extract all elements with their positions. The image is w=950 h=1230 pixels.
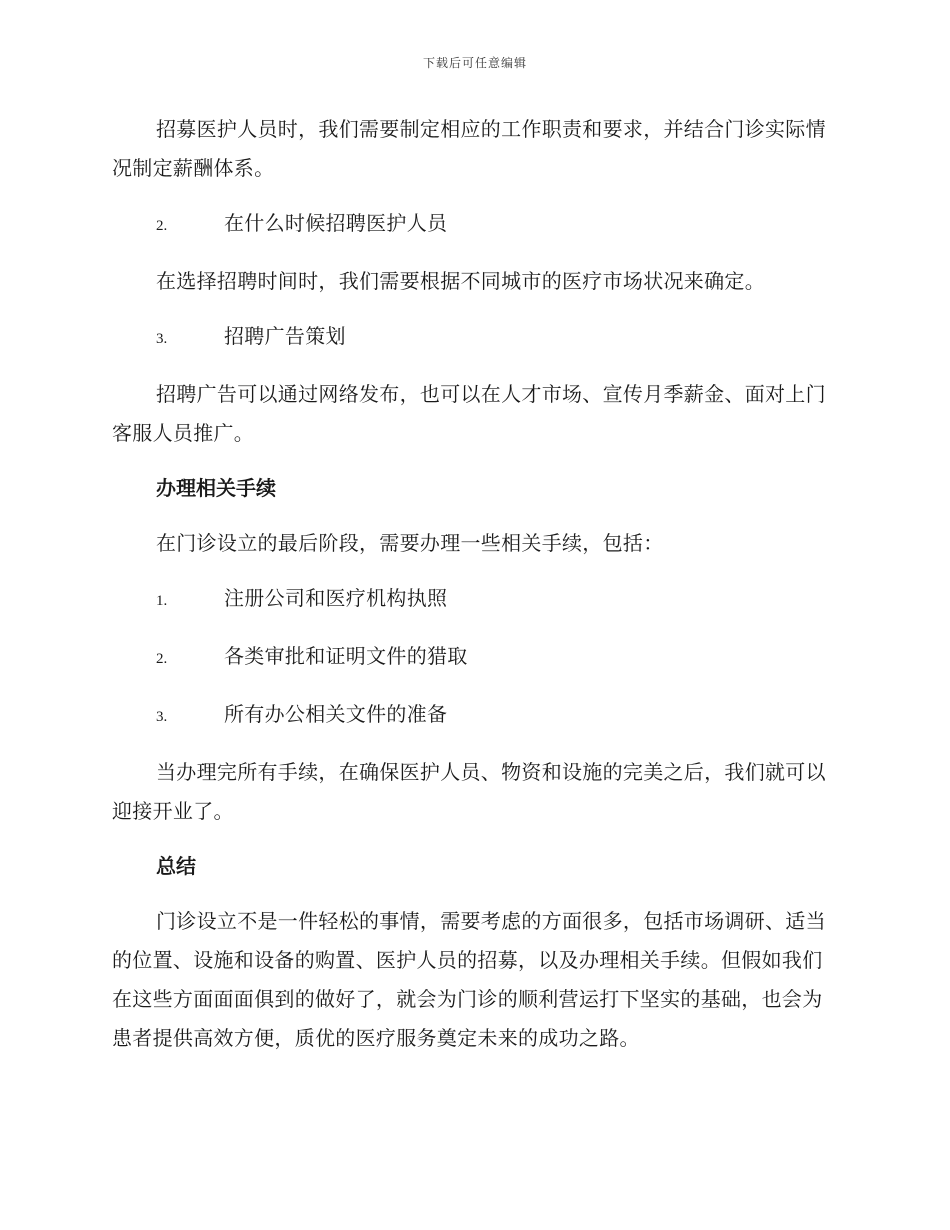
- list-number: 2.: [156, 651, 168, 667]
- list-number: 3.: [156, 709, 168, 725]
- procedure-item: [112, 579, 832, 621]
- list-text: 在什么时候招聘医护人员: [224, 211, 448, 235]
- paragraph-procedures-intro: 在门诊设立的最后阶段，需要办理一些相关手续，包括：: [156, 531, 664, 555]
- list-item-when: [112, 204, 832, 246]
- list-text: 各类审批和证明文件的猎取: [224, 644, 468, 668]
- procedure-item: [112, 637, 832, 679]
- paragraph-summary: 门诊设立不是一件轻松的事情，需要考虑的方面很多，包括市场调研、适当的位置、设施和设备的购置、医护人员的招募，以及办理相关手续。但假如我们在这些方面面面俱到的做好了，就会为门诊的顺利营运打下坚实的基础，也会为患者提供高效方便，质优的医疗服务奠定未来的成功之路。: [112, 909, 826, 1050]
- paragraph-when: 在选择招聘时间时，我们需要根据不同城市的医疗市场状况来确定。: [156, 269, 765, 293]
- page-header: 下载后可任意编辑: [422, 56, 527, 70]
- paragraph-procedures-done: 当办理完所有手续，在确保医护人员、物资和设施的完美之后，我们就可以迎接开业了。: [112, 760, 826, 823]
- list-text: 招聘广告策划: [224, 324, 346, 348]
- heading-procedures: 办理相关手续: [156, 476, 276, 500]
- list-item-ad: [112, 317, 832, 359]
- list-text: 注册公司和医疗机构执照: [224, 586, 448, 610]
- document-body: [112, 110, 832, 1074]
- procedure-item: [112, 695, 832, 737]
- paragraph-ad: 招聘广告可以通过网络发布，也可以在人才市场、宣传月季薪金、面对上门客服人员推广。: [112, 382, 826, 445]
- list-number: 3.: [156, 331, 168, 347]
- paragraph-recruit-intro: 招募医护人员时，我们需要制定相应的工作职责和要求，并结合门诊实际情况制定薪酬体系。: [112, 117, 826, 180]
- list-number: 2.: [156, 218, 168, 234]
- list-number: 1.: [156, 593, 168, 609]
- list-text: 所有办公相关文件的准备: [224, 702, 448, 726]
- heading-summary: 总结: [156, 854, 196, 878]
